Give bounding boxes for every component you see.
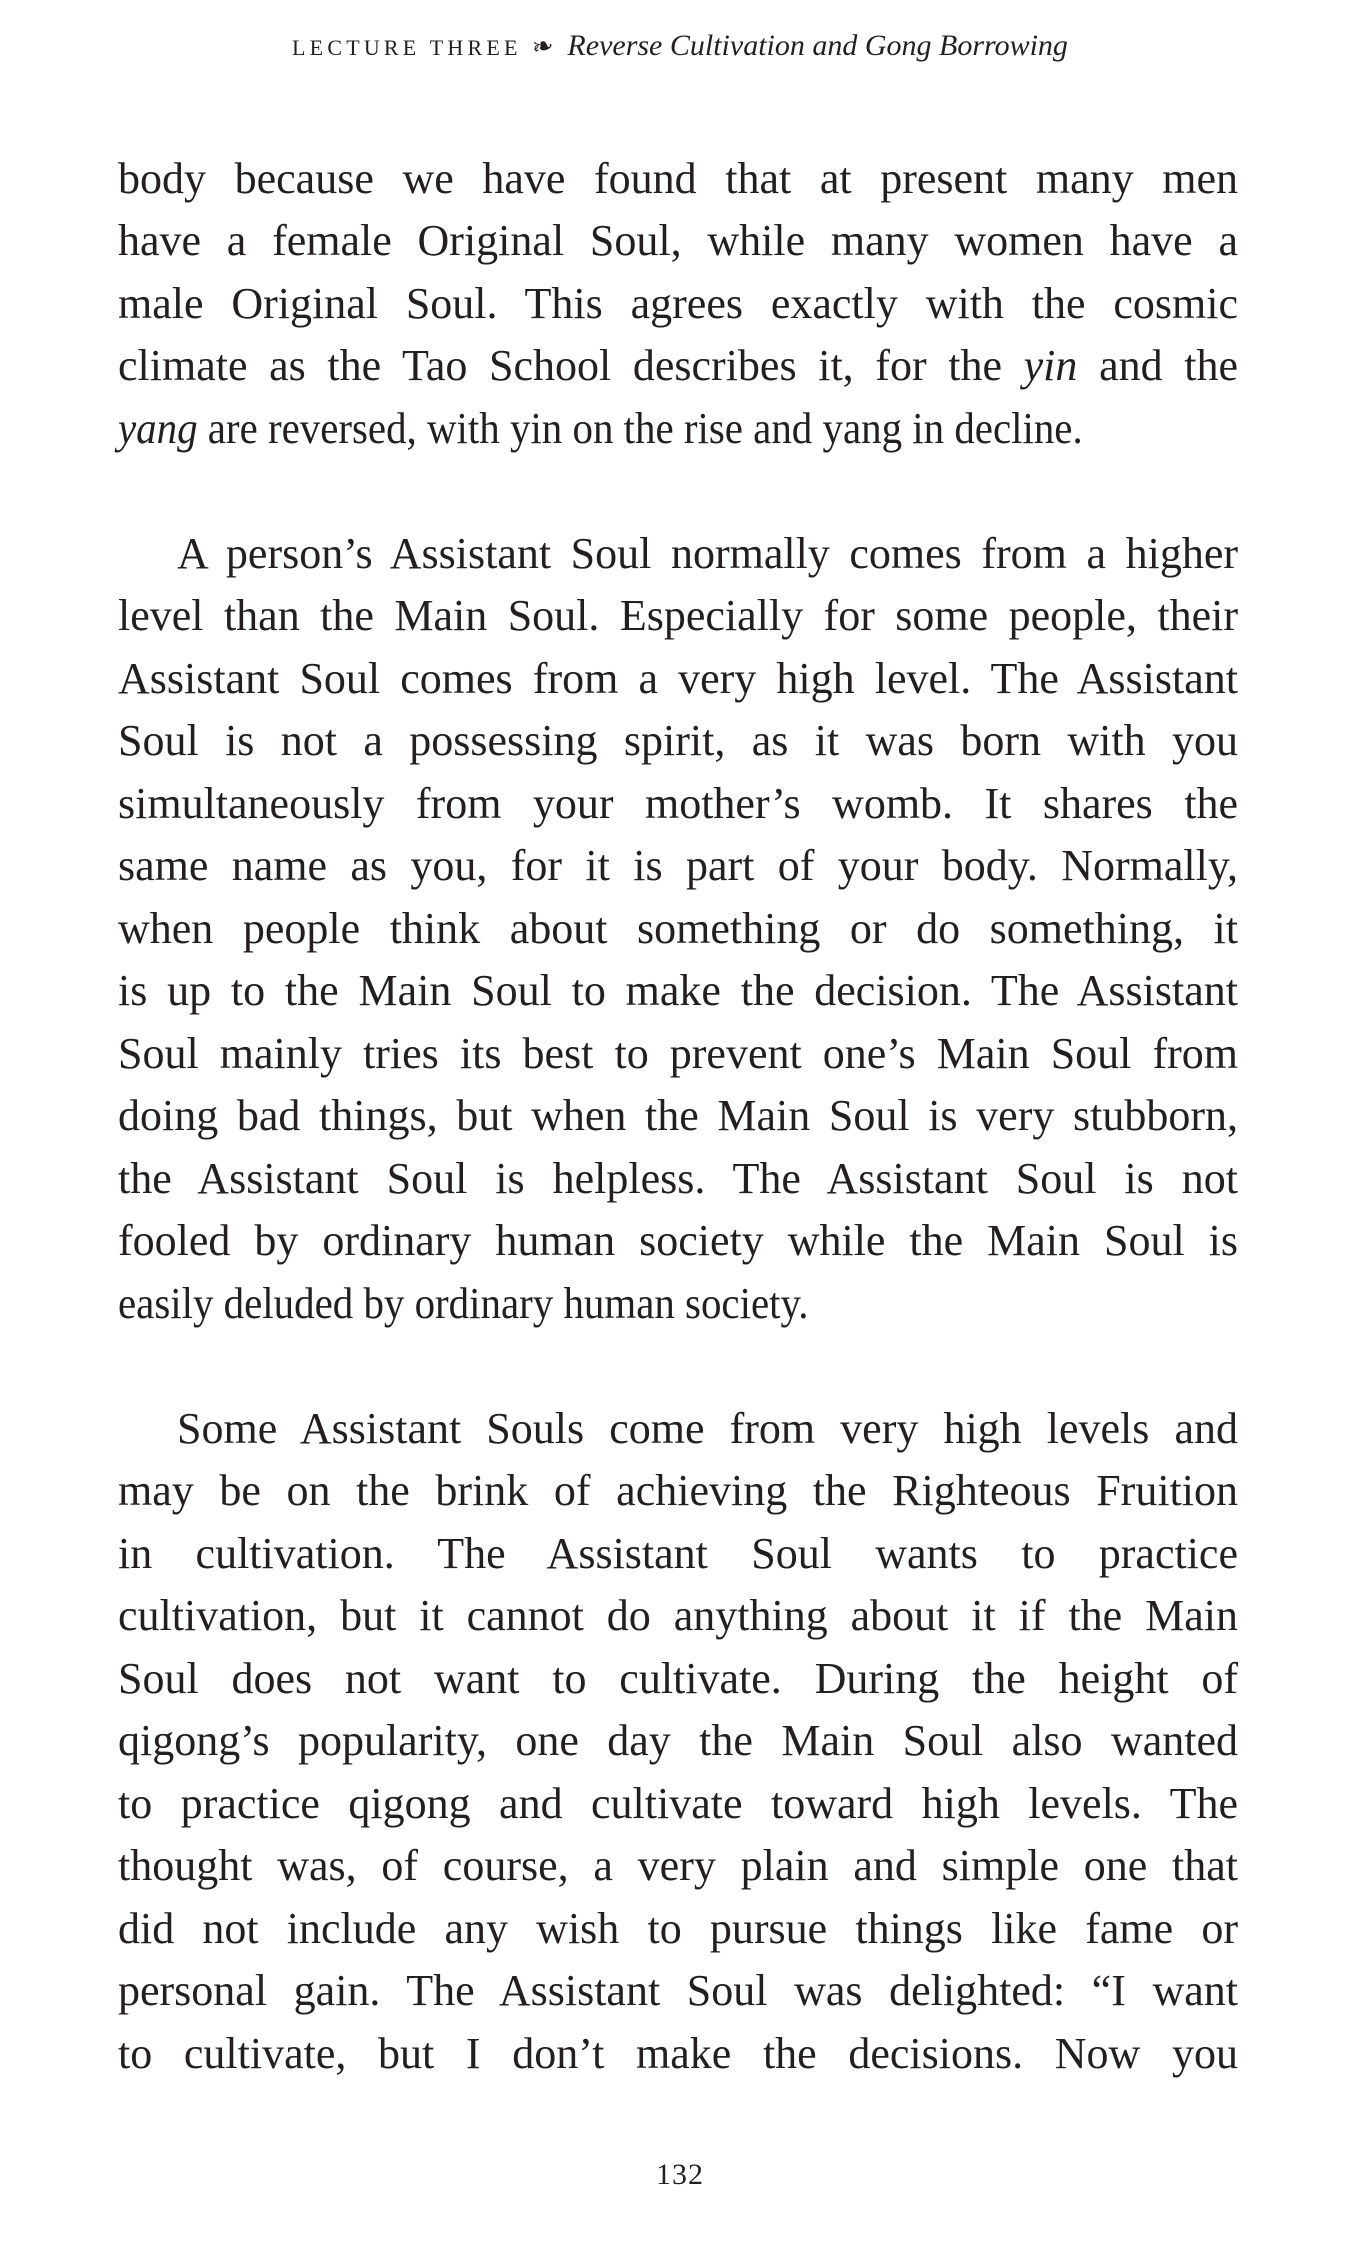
italic-term: yin	[1023, 341, 1078, 391]
text-line: level than the Main Soul. Especially for some people, their	[118, 591, 1238, 641]
text-line: yang are reversed, with yin on the rise and yang in decline.	[118, 403, 1083, 453]
text-line: simultaneously from your mother’s womb. It shares the	[118, 778, 1238, 828]
text-line: same name as you, for it is part of your body. Normally,	[118, 841, 1238, 891]
text-line: to practice qigong and cultivate toward high levels. The	[118, 1778, 1238, 1828]
text-line: may be on the brink of achieving the Righteous Fruition	[118, 1466, 1238, 1516]
text-line: climate as the Tao School describes it, for the yin and the	[118, 341, 1238, 391]
text-line: fooled by ordinary human society while the Main Soul is	[118, 1216, 1238, 1266]
italic-term: yang	[118, 403, 198, 453]
text-line: Soul mainly tries its best to prevent one’s Main Soul from	[118, 1028, 1238, 1078]
text-line: personal gain. The Assistant Soul was delighted: “I want	[118, 1966, 1238, 2016]
text-line: doing bad things, but when the Main Soul is very stubborn,	[118, 1091, 1238, 1141]
text-line: the Assistant Soul is helpless. The Assistant Soul is not	[118, 1153, 1238, 1203]
text-line: easily deluded by ordinary human society.	[118, 1278, 809, 1328]
text-line: Soul does not want to cultivate. During the height of	[118, 1653, 1238, 1703]
text-line: A person’s Assistant Soul normally comes from a higher	[177, 528, 1238, 578]
text-line: cultivation, but it cannot do anything about it if the Main	[118, 1591, 1238, 1641]
running-head	[0, 24, 1360, 68]
text-line: male Original Soul. This agrees exactly with the cosmic	[118, 278, 1238, 328]
text-line: Assistant Soul comes from a very high level. The Assistant	[118, 653, 1238, 703]
page-number: 132	[656, 2158, 704, 2191]
text-line: Some Assistant Souls come from very high levels and	[177, 1403, 1238, 1453]
text-line: Soul is not a possessing spirit, as it was born with you	[118, 716, 1238, 766]
text-line: to cultivate, but I don’t make the decisions. Now you	[118, 2028, 1238, 2078]
running-head-lecture: LECTURE THREE	[292, 35, 522, 60]
text-line: did not include any wish to pursue things like fame or	[118, 1903, 1238, 1953]
text-line: body because we have found that at present many men	[118, 153, 1238, 203]
fleuron-icon: ❧	[529, 30, 556, 63]
text-line: when people think about something or do something, it	[118, 903, 1238, 953]
text-line: in cultivation. The Assistant Soul wants to practice	[118, 1528, 1238, 1578]
text-line: have a female Original Soul, while many women have a	[118, 216, 1238, 266]
running-head-title: Reverse Cultivation and Gong Borrowing	[567, 29, 1068, 62]
text-line: thought was, of course, a very plain and simple one that	[118, 1841, 1238, 1891]
text-line: is up to the Main Soul to make the decision. The Assistant	[118, 966, 1238, 1016]
text-line: qigong’s popularity, one day the Main Soul also wanted	[118, 1716, 1238, 1766]
